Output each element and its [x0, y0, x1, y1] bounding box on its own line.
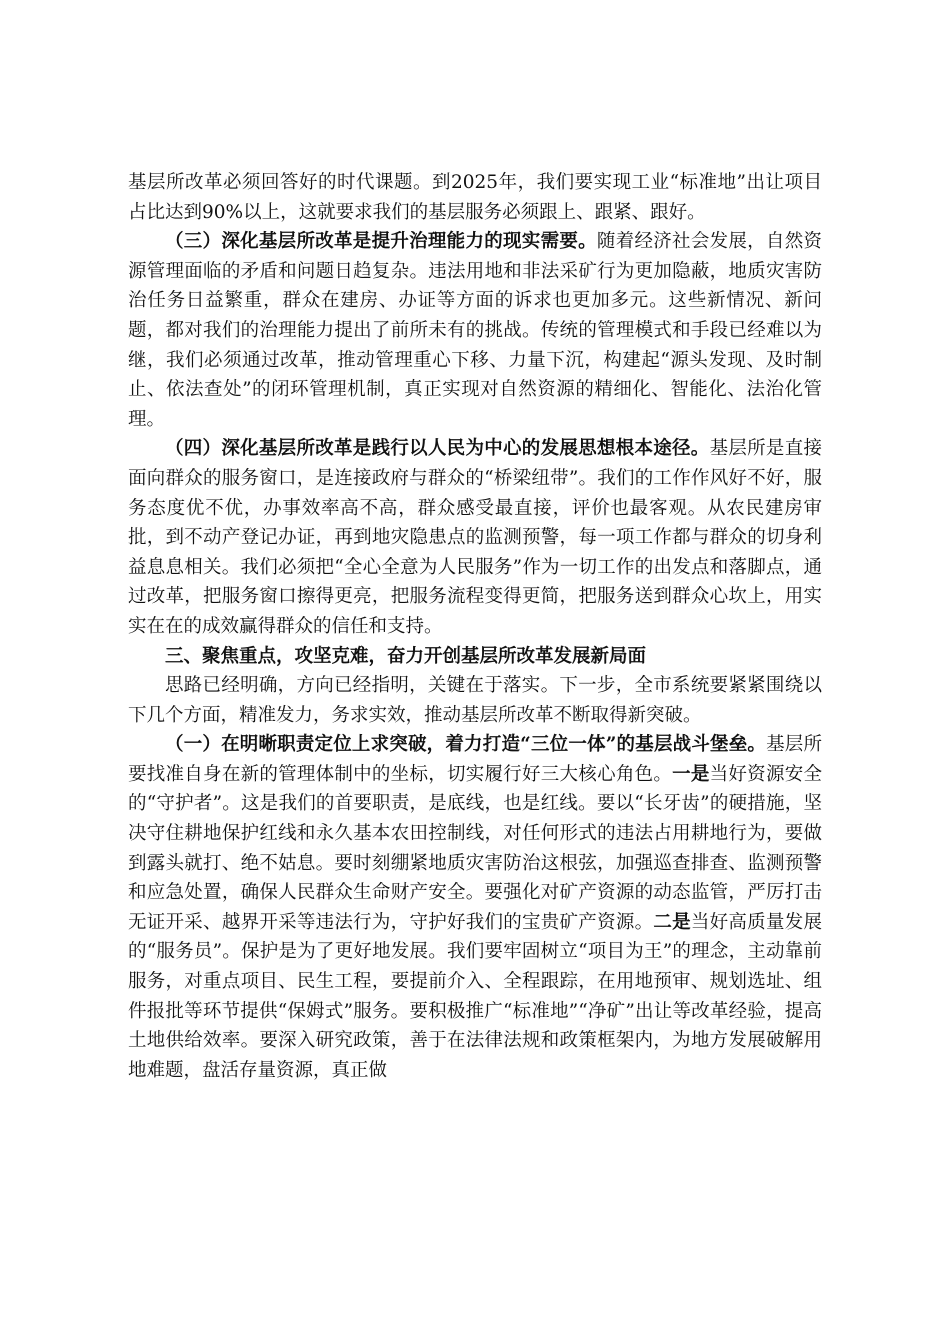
paragraph-lead-bold: （三）深化基层所改革是提升治理能力的现实需要。	[165, 231, 597, 253]
paragraph-text: 当好资源安全的“守护者”。这是我们的首要职责，是底线，也是红线。要以“长牙齿”的硬措施，坚决守住耕地保护红线和永久基本农田控制线，对任何形式的违法占用耕地行为，要做到露头就打、绝不姑息。要时刻绷紧地质灾害防治这根弦，加强巡查排查、监测预警和应急处置，确保人民群众生命财产安全。要强化对矿产资源的动态监管，严厉打击无证开采、越界开采等违法行为，守护好我们的宝贵矿产资源。	[128, 763, 822, 933]
paragraph-lead-bold: （一）在明晰职责定位上求突破，着力打造“三位一体”的基层战斗堡垒。	[165, 734, 767, 756]
point-marker-1: 一是	[672, 763, 710, 785]
paragraph-text: 思路已经明确，方向已经指明，关键在于落实。下一步，全市系统要紧紧围绕以下几个方面，精准发力，务求实效，推动基层所改革不断取得新突破。	[128, 675, 822, 726]
section-heading-3	[128, 642, 822, 672]
document-page	[128, 168, 822, 1085]
paragraph-lead-bold: （四）深化基层所改革是践行以人民为中心的发展思想根本途径。	[165, 438, 710, 460]
point-marker-2: 二是	[653, 911, 691, 933]
paragraph-text: 基层所改革必须回答好的时代课题。到2025年，我们要实现工业“标准地”出让项目占比达到90%以上，这就要求我们的基层服务必须跟上、跟紧、跟好。	[128, 172, 822, 223]
paragraph-text: 基层所要找准自身在新的管理体制中的坐标，切实履行好三大核心角色。	[128, 734, 822, 785]
paragraph-section-4	[128, 434, 822, 641]
paragraph-subsection-1	[128, 730, 822, 1085]
paragraph-continued	[128, 168, 822, 227]
paragraph-section-3	[128, 227, 822, 434]
paragraph-text: 随着经济社会发展，自然资源管理面临的矛盾和问题日趋复杂。违法用地和非法采矿行为更加隐蔽，地质灾害防治任务日益繁重，群众在建房、办证等方面的诉求也更加多元。这些新情况、新问题，都对我们的治理能力提出了前所未有的挑战。传统的管理模式和手段已经难以为继，我们必须通过改革，推动管理重心下移、力量下沉，构建起“源头发现、及时制止、依法查处”的闭环管理机制，真正实现对自然资源的精细化、智能化、法治化管理。	[128, 231, 822, 430]
paragraph-text: 基层所是直接面向群众的服务窗口，是连接政府与群众的“桥梁纽带”。我们的工作作风好不好，服务态度优不优，办事效率高不高，群众感受最直接，评价也最客观。从农民建房审批，到不动产登记办证，再到地灾隐患点的监测预警，每一项工作都与群众的切身利益息息相关。我们必须把“全心全意为人民服务”作为一切工作的出发点和落脚点，通过改革，把服务窗口擦得更亮，把服务流程变得更简，把服务送到群众心坎上，用实实在在的成效赢得群众的信任和支持。	[128, 438, 822, 637]
heading-text: 三、聚焦重点，攻坚克难，奋力开创基层所改革发展新局面	[165, 645, 647, 667]
paragraph-intro	[128, 671, 822, 730]
paragraph-text: 当好高质量发展的“服务员”。保护是为了更好地发展。我们要牢固树立“项目为王”的理念，主动靠前服务，对重点项目、民生工程，要提前介入、全程跟踪，在用地预审、规划选址、组件报批等环节提供“保姆式”服务。要积极推广“标准地”“净矿”出让等改革经验，提高土地供给效率。要深入研究政策，善于在法律法规和政策框架内，为地方发展破解用地难题，盘活存量资源，真正做	[128, 911, 822, 1081]
